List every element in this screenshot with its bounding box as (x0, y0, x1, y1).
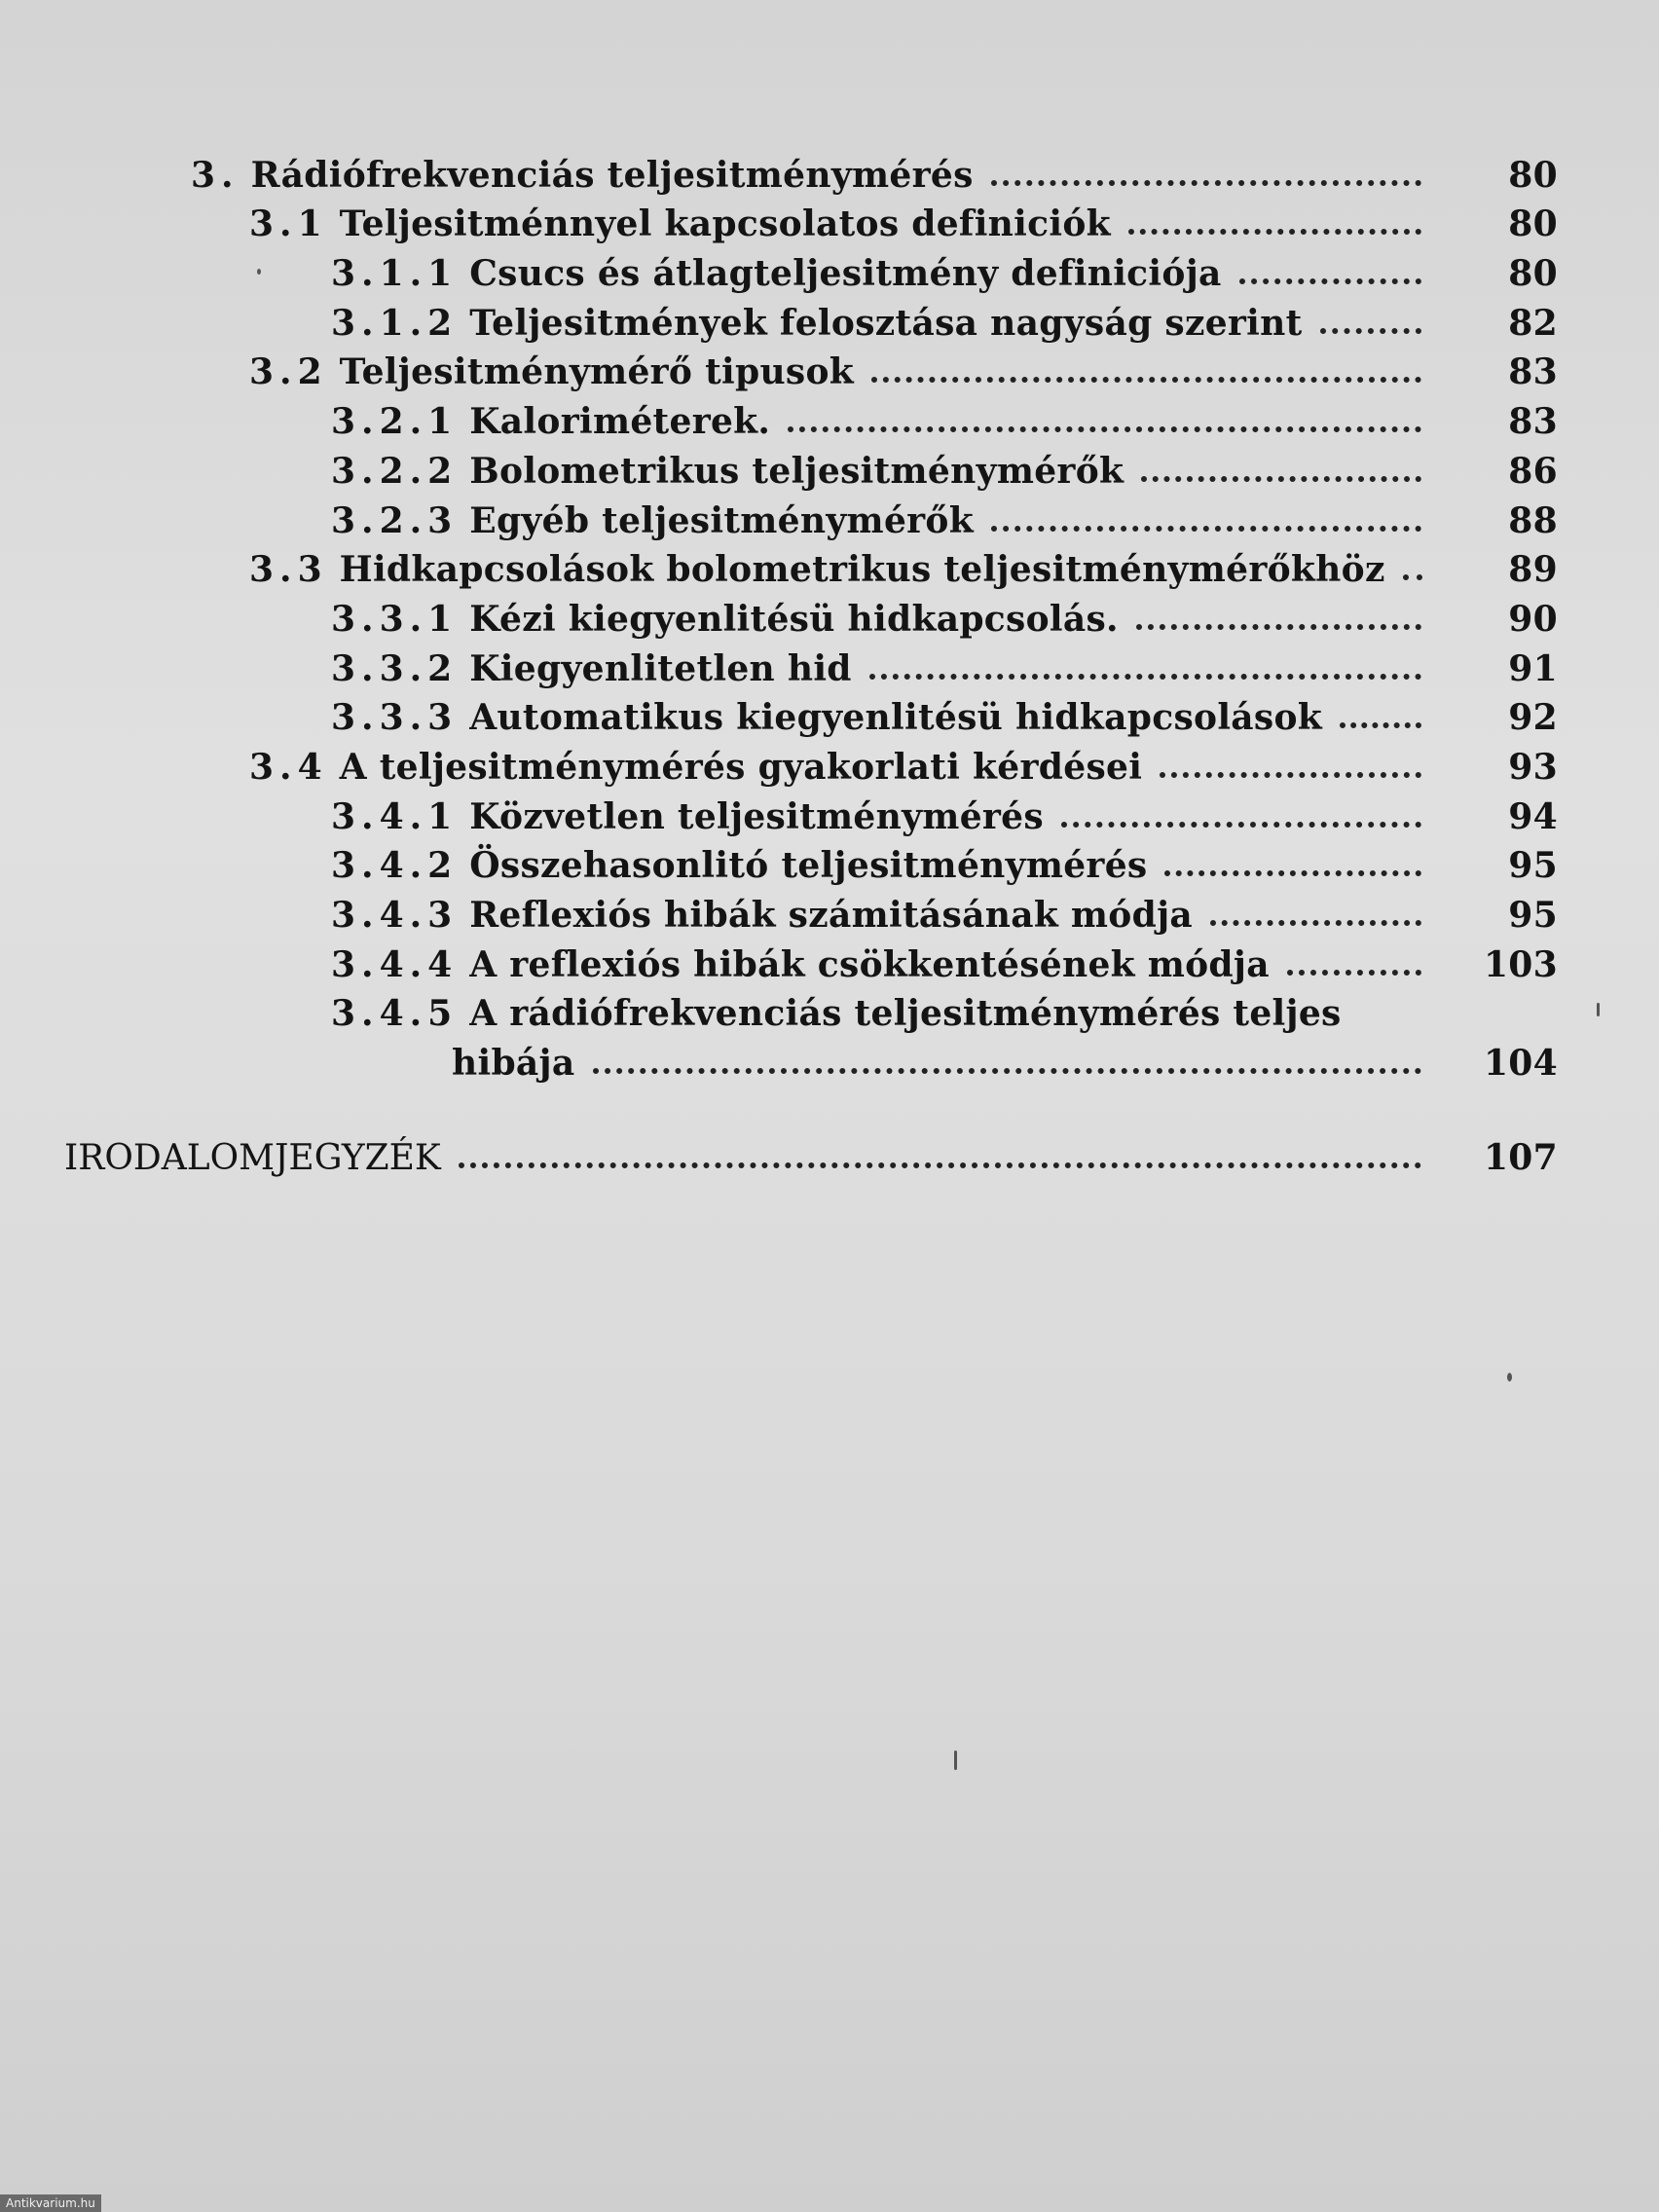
toc-page-number: 82 (1508, 302, 1558, 344)
dot-leader (1287, 970, 1421, 976)
dot-leader (991, 526, 1421, 532)
toc-title: Kézi kiegyenlitésü hidkapcsolás. (469, 598, 1119, 640)
toc-page-number: 83 (1508, 401, 1558, 443)
dot-leader (869, 674, 1421, 680)
toc-title: Teljesitménymérő tipusok (339, 351, 855, 393)
toc-title: A rádiófrekvenciás teljesitménymérés teljes (469, 993, 1342, 1035)
dot-leader (1320, 328, 1421, 334)
toc-number: 3.2.3 (331, 499, 459, 541)
toc-number: 3.2.1 (331, 401, 459, 443)
toc-entry-3-2-3 (58, 492, 1558, 541)
dot-leader (1210, 920, 1421, 926)
toc-title: Bolometrikus teljesitménymérők (469, 450, 1124, 492)
toc-title-line-2 (331, 1034, 1558, 1084)
toc-page-number: 93 (1508, 746, 1558, 788)
dot-leader (1340, 722, 1421, 728)
toc-title: Közvetlen teljesitménymérés (469, 795, 1044, 837)
toc-title: Kaloriméterek. (469, 401, 771, 443)
toc-title: A teljesitménymérés gyakorlati kérdései (339, 746, 1143, 788)
toc-page-number: 86 (1508, 450, 1558, 492)
dot-leader (1403, 574, 1422, 580)
toc-number: 3.2 (249, 351, 328, 393)
toc-title: Kiegyenlitetlen hid (469, 647, 852, 689)
toc-page-number: 104 (1483, 1043, 1558, 1085)
toc-entry-3-4-4 (58, 936, 1558, 985)
toc-number: 3.4.5 (331, 993, 459, 1035)
toc-page-number: 90 (1508, 598, 1558, 640)
toc-title: A reflexiós hibák csökkentésének módja (469, 943, 1270, 985)
toc-page-number: 88 (1508, 499, 1558, 541)
toc-title: Rádiófrekvenciás teljesitménymérés (250, 154, 974, 196)
dot-leader (1239, 278, 1421, 284)
toc-number: 3.3 (249, 549, 328, 591)
toc-title-line-1 (331, 985, 1558, 1035)
paper-speck (1597, 1003, 1600, 1016)
toc-number: 3.3.2 (331, 647, 459, 689)
toc-entry-3-4 (58, 738, 1558, 788)
toc-page-number: 80 (1508, 203, 1558, 245)
paper-speck (1507, 1373, 1512, 1382)
toc-title: Reflexiós hibák számitásának módja (469, 895, 1194, 936)
toc-entry-3-2-2 (58, 442, 1558, 492)
toc-entry-3-4-2 (58, 837, 1558, 887)
toc-title: Teljesitmények felosztása nagyság szerint (469, 302, 1303, 344)
toc-number: 3.4.3 (331, 895, 459, 936)
toc-entry-3-3 (58, 541, 1558, 591)
toc-page-number: 95 (1508, 845, 1558, 887)
toc-title: Összehasonlitó teljesitménymérés (469, 845, 1148, 887)
toc-chapter-3 (58, 146, 1558, 196)
toc-entry-3-3-1 (58, 590, 1558, 640)
dot-leader (593, 1068, 1422, 1074)
toc-number: 3.4.2 (331, 845, 459, 887)
toc-title: Hidkapcsolások bolometrikus teljesitménymérőkhöz (339, 549, 1385, 591)
watermark: Antikvarium.hu (0, 2194, 101, 2212)
toc-page-number: 80 (1508, 253, 1558, 295)
toc-entry-3-4-5 (58, 985, 1558, 1084)
toc-page-number: 94 (1508, 795, 1558, 837)
toc-entry-3-1-2 (58, 294, 1558, 344)
toc-page-number: 95 (1508, 895, 1558, 936)
toc-number: 3.2.2 (331, 450, 459, 492)
dot-leader (459, 1162, 1421, 1168)
section-spacer (58, 1084, 1558, 1128)
toc-entry-3-4-1 (58, 788, 1558, 837)
toc-bibliography (58, 1128, 1558, 1178)
toc-number: 3.4.1 (331, 795, 459, 837)
toc-title: Automatikus kiegyenlitésü hidkapcsolások (469, 697, 1323, 739)
dot-leader (1136, 624, 1421, 630)
dot-leader (1128, 229, 1421, 235)
toc-title-continued: hibája (452, 1043, 575, 1085)
toc-title: Csucs és átlagteljesitmény definiciója (469, 253, 1222, 295)
toc-page-number: 107 (1483, 1136, 1558, 1178)
paper-speck (257, 269, 261, 275)
toc-entry-3-1-1 (58, 244, 1558, 294)
toc-title: Egyéb teljesitménymérők (469, 499, 974, 541)
toc-entry-3-4-3 (58, 886, 1558, 936)
toc-title: IRODALOMJEGYZÉK (64, 1137, 441, 1178)
toc-entry-3-1 (58, 196, 1558, 245)
dot-leader (1141, 476, 1421, 482)
toc-number: 3.1 (249, 203, 328, 245)
dot-leader (788, 426, 1421, 432)
toc-entry-3-2-1 (58, 392, 1558, 442)
toc-entry-3-3-2 (58, 640, 1558, 689)
paper-speck (954, 1751, 957, 1770)
toc-page-number: 91 (1508, 647, 1558, 689)
dot-leader (1061, 822, 1421, 828)
toc-page-number: 92 (1508, 697, 1558, 739)
toc-entry-3-3-3 (58, 689, 1558, 739)
toc-number: 3.1.1 (331, 253, 459, 295)
dot-leader (991, 180, 1421, 186)
toc-number: 3.4.4 (331, 943, 459, 985)
dot-leader (1160, 772, 1421, 778)
toc-number: 3.3.3 (331, 697, 459, 739)
toc-entry-3-2 (58, 344, 1558, 393)
toc-number: 3.1.2 (331, 302, 459, 344)
toc-page-number: 80 (1508, 154, 1558, 196)
toc-number: 3.4 (249, 746, 328, 788)
toc-page-number: 89 (1508, 549, 1558, 591)
table-of-contents (58, 146, 1558, 1178)
toc-page-number: 103 (1483, 943, 1558, 985)
dot-leader (1164, 870, 1421, 876)
dot-leader (871, 377, 1421, 383)
toc-title: Teljesitménnyel kapcsolatos definiciók (339, 203, 1111, 245)
toc-number: 3. (191, 154, 240, 196)
toc-number: 3.3.1 (331, 598, 459, 640)
toc-page-number: 83 (1508, 351, 1558, 393)
